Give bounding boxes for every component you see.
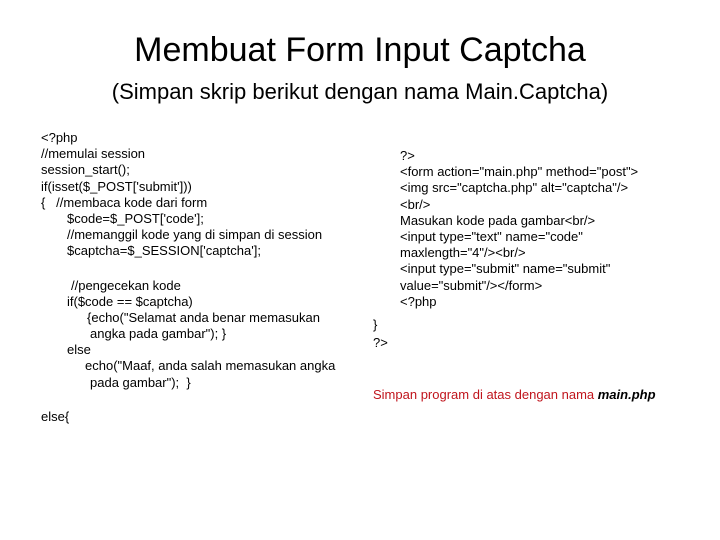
code-line: maxlength="4"/><br/> [400,245,526,261]
code-line: { //membaca kode dari form [41,194,208,210]
code-line: $code=$_POST['code']; [67,210,204,226]
slide-subtitle: (Simpan skrip berikut dengan nama Main.Captcha) [111,79,609,104]
code-line: ?> [373,335,388,351]
code-line: else [67,342,91,358]
code-line: value="submit"/></form> [400,277,543,293]
slide-title: Membuat Form Input Captcha [134,31,586,69]
code-line: session_start(); [41,162,130,178]
code-line: <input type="text" name="code" [400,228,583,244]
code-line: angka pada gambar"); } [90,326,227,342]
code-line: Masukan kode pada gambar<br/> [400,212,596,228]
code-line: //pengecekan kode [71,277,181,293]
code-line: <input type="submit" name="submit" [400,261,611,277]
left-code-block [41,130,335,425]
right-code-block [400,148,638,310]
code-line: //memulai session [41,146,146,162]
code-line: if($code == $captcha) [67,293,193,309]
save-note [373,387,656,403]
code-line: <form action="main.php" method="post"> [400,164,639,180]
code-line: <?php [41,130,78,145]
code-line: <?php [400,293,437,309]
code-line: pada gambar"); } [90,374,191,390]
middle-code-block [373,317,388,351]
code-line: {echo("Selamat anda benar memasukan [87,309,320,325]
code-line: $captcha=$_SESSION['captcha']; [67,243,261,259]
save-note-filename: main.php [597,387,656,402]
code-line: ?> [400,148,415,163]
code-line: echo("Maaf, anda salah memasukan angka [85,358,336,374]
code-line: } [373,317,378,332]
save-note-text: Simpan program di atas dengan nama [373,387,598,402]
code-line: <img src="captcha.php" alt="captcha"/> [400,180,629,196]
code-line: if(isset($_POST['submit'])) [41,178,192,194]
code-line: <br/> [400,196,431,212]
code-line: //memanggil kode yang di simpan di session [67,227,323,243]
code-line: else{ [41,408,70,424]
